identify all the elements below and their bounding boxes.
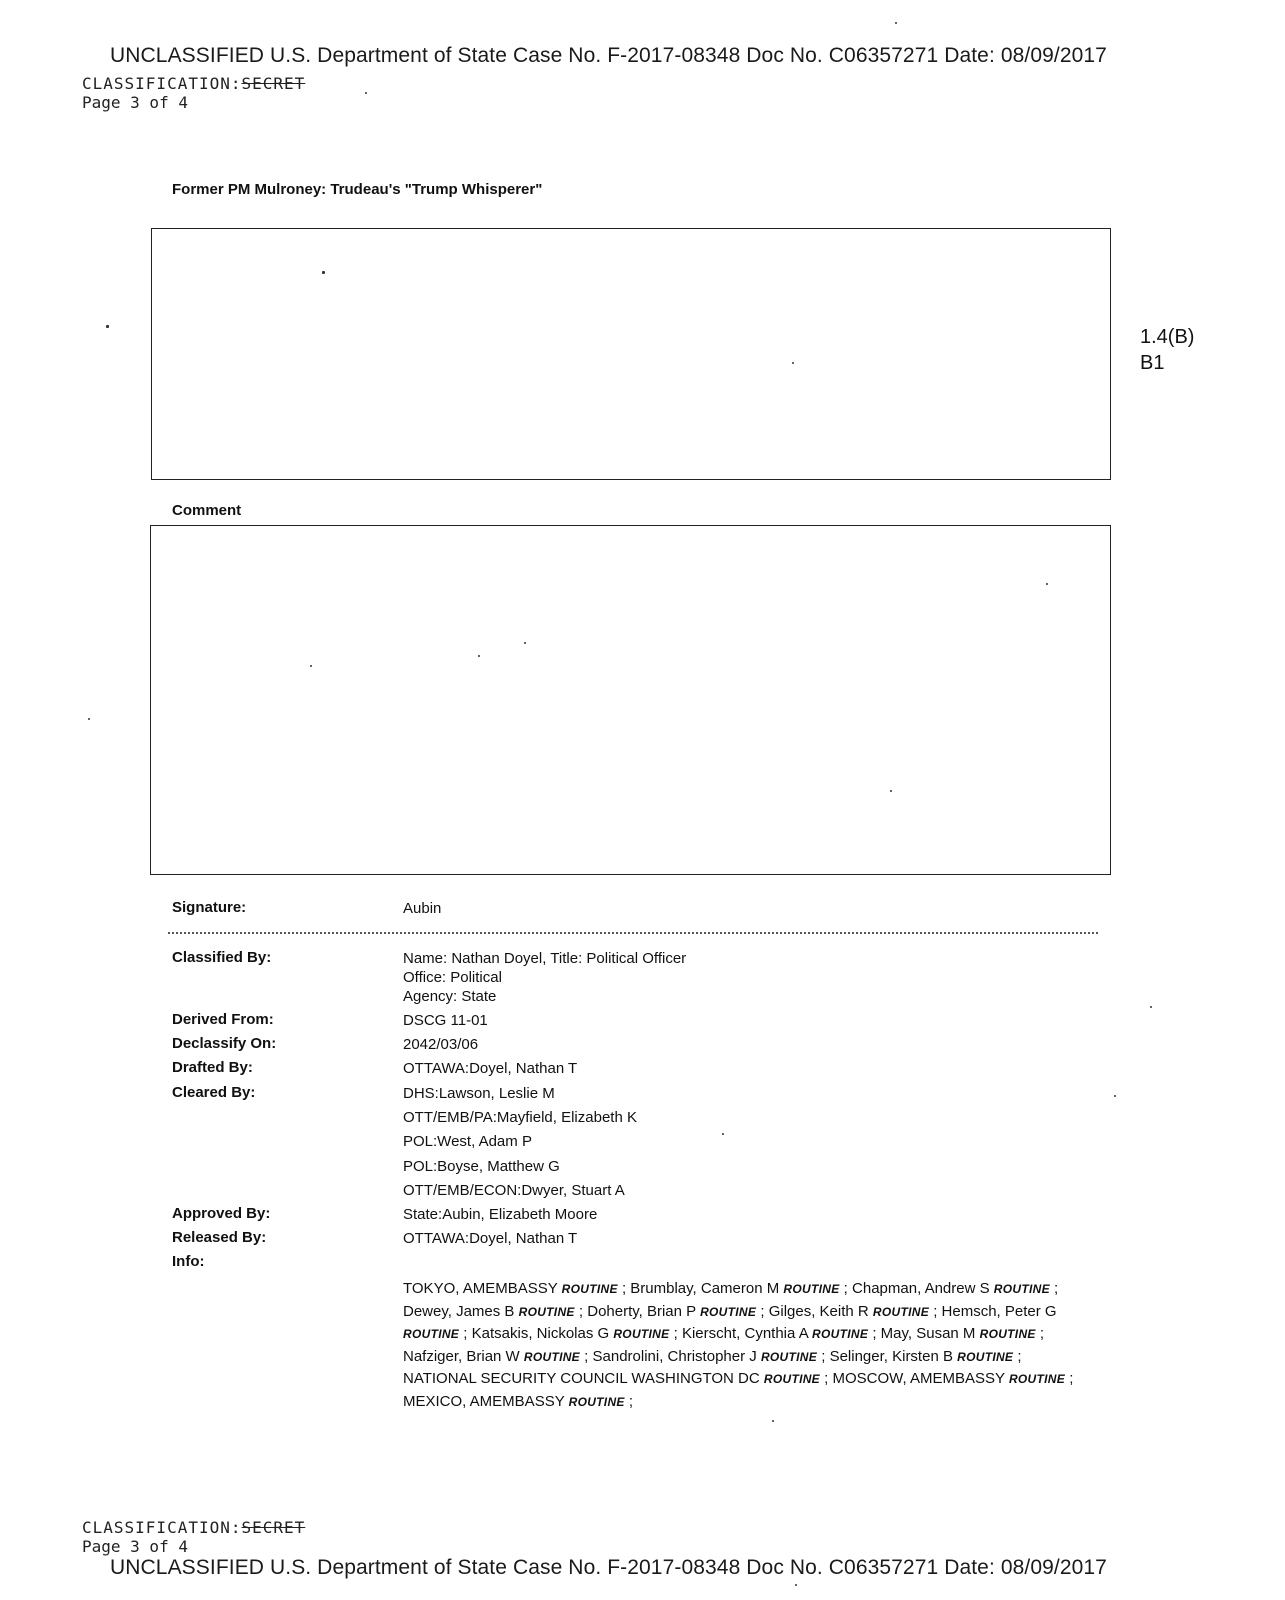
comment-label: Comment — [172, 502, 242, 519]
derived-from-label: Derived From: — [172, 1011, 274, 1028]
scan-speck — [722, 1133, 724, 1135]
routine-tag: ROUTINE — [763, 1372, 820, 1386]
cleared-by-5: OTT/EMB/ECON:Dwyer, Stuart A — [403, 1182, 625, 1199]
routine-tag: ROUTINE — [979, 1327, 1036, 1341]
scan-speck — [365, 92, 367, 94]
page-number-header: Page 3 of 4 — [82, 93, 188, 112]
classification-prefix-footer: CLASSIFICATION: — [82, 1518, 242, 1537]
info-label: Info: — [172, 1253, 205, 1270]
info-recipients: TOKYO, AMEMBASSY ROUTINE ; Brumblay, Cameron M ROUTINE ; Chapman, Andrew S ROUTINE ; Dewey, James B ROUTINE ; Doherty, Brian P ROUTINE ; Gilges, Keith R ROUTINE ; Hemsch, Peter G ROUTINE ; Katsakis, Nickolas G ROUTINE ; Kierscht, Cynthia A ROUTINE ; May, Susan M ROUTINE ; Nafziger, Brian W ROUTINE ; Sandrolini, Christopher J ROUTINE ; Selinger, Kirsten B ROUTINE ; NATIONAL SECURITY COUNCIL WASHINGTON DC ROUTINE ; MOSCOW, AMEMBASSY ROUTINE ; MEXICO, AMEMBASSY ROUTINE ; — [403, 1280, 1074, 1410]
scan-speck — [1114, 1095, 1116, 1097]
classified-by-agency: Agency: State — [403, 988, 497, 1005]
classification-struck-level-footer: SECRET — [241, 1518, 306, 1537]
scan-speck — [772, 1420, 774, 1422]
section-title: Former PM Mulroney: Trudeau's "Trump Whisperer" — [172, 181, 543, 198]
routine-tag: ROUTINE — [1008, 1372, 1066, 1386]
info-recipient: Doherty, Brian P — [587, 1302, 696, 1320]
redaction-code-block — [1140, 324, 1194, 376]
scan-speck — [322, 271, 325, 274]
scan-speck — [1046, 583, 1048, 585]
routine-tag: ROUTINE — [568, 1394, 625, 1409]
info-recipient: Katsakis, Nickolas G — [471, 1325, 610, 1342]
scan-speck — [478, 655, 480, 657]
released-by-value: OTTAWA:Doyel, Nathan T — [403, 1230, 578, 1247]
derived-from-value: DSCG 11-01 — [403, 1012, 488, 1029]
separator-line — [168, 932, 1098, 934]
info-recipient: Selinger, Kirsten B — [829, 1347, 953, 1365]
classified-by-name: Name: Nathan Doyel, Title: Political Officer — [403, 950, 687, 967]
info-recipient: Hemsch, Peter G — [941, 1302, 1057, 1320]
released-by-label: Released By: — [172, 1229, 267, 1246]
scan-speck — [1150, 1006, 1152, 1008]
routine-tag: ROUTINE — [783, 1282, 840, 1296]
routine-tag: ROUTINE — [993, 1282, 1050, 1296]
classification-header — [82, 74, 305, 93]
scan-speck — [88, 718, 90, 720]
classified-by-office: Office: Political — [403, 969, 502, 986]
redacted-box-comment — [150, 525, 1111, 875]
scan-speck — [106, 325, 109, 328]
drafted-by-value: OTTAWA:Doyel, Nathan T — [403, 1060, 578, 1077]
page-number-footer: Page 3 of 4 — [82, 1537, 188, 1556]
scan-speck — [890, 790, 892, 792]
classification-struck-level: SECRET — [241, 74, 306, 93]
info-recipient: Kierscht, Cynthia A — [681, 1325, 808, 1342]
routine-tag: ROUTINE — [812, 1327, 869, 1341]
approved-by-label: Approved By: — [172, 1205, 271, 1222]
routine-tag: ROUTINE — [700, 1304, 757, 1319]
classified-by-label: Classified By: — [172, 949, 272, 966]
signature-label: Signature: — [172, 899, 247, 916]
declassify-on-value: 2042/03/06 — [403, 1036, 479, 1053]
routine-tag: ROUTINE — [872, 1304, 930, 1319]
approved-by-value: State:Aubin, Elizabeth Moore — [403, 1206, 598, 1223]
info-recipient: NATIONAL SECURITY COUNCIL WASHINGTON DC — [403, 1370, 760, 1387]
routine-tag: ROUTINE — [613, 1327, 670, 1341]
drafted-by-label: Drafted By: — [172, 1059, 253, 1076]
info-recipient: TOKYO, AMEMBASSY — [403, 1280, 558, 1297]
routine-tag: ROUTINE — [518, 1304, 575, 1319]
routine-tag: ROUTINE — [523, 1349, 580, 1364]
cleared-by-4: POL:Boyse, Matthew G — [403, 1158, 560, 1175]
info-recipient: Dewey, James B — [403, 1302, 515, 1320]
info-recipient: Chapman, Andrew S — [852, 1280, 990, 1297]
routine-tag: ROUTINE — [957, 1349, 1014, 1364]
info-recipient: MOSCOW, AMEMBASSY — [832, 1370, 1005, 1387]
scan-speck — [524, 642, 526, 644]
classification-prefix: CLASSIFICATION: — [82, 74, 242, 93]
info-recipient: May, Susan M — [880, 1325, 976, 1342]
info-recipient: Nafziger, Brian W — [403, 1347, 520, 1365]
cleared-by-1: DHS:Lawson, Leslie M — [403, 1085, 555, 1102]
routine-tag: ROUTINE — [760, 1349, 818, 1364]
cleared-by-2: OTT/EMB/PA:Mayfield, Elizabeth K — [403, 1109, 637, 1126]
routine-tag: ROUTINE — [403, 1327, 460, 1341]
redacted-box-main — [151, 228, 1111, 480]
cleared-by-label: Cleared By: — [172, 1084, 256, 1101]
classification-footer — [82, 1518, 305, 1537]
routine-tag: ROUTINE — [561, 1282, 618, 1296]
cleared-by-3: POL:West, Adam P — [403, 1133, 532, 1150]
scan-speck — [792, 362, 794, 364]
info-recipient: MEXICO, AMEMBASSY — [403, 1392, 565, 1410]
redaction-code-primary: 1.4(B) — [1140, 326, 1195, 348]
unclassified-header: UNCLASSIFIED U.S. Department of State Case No. F-2017-08348 Doc No. C06357271 Date: 08/09/2017 — [110, 44, 1107, 67]
unclassified-footer: UNCLASSIFIED U.S. Department of State Case No. F-2017-08348 Doc No. C06357271 Date: 08/09/2017 — [110, 1556, 1107, 1579]
classified-by-value — [403, 949, 686, 1006]
scan-speck — [895, 22, 897, 24]
scan-speck — [795, 1584, 797, 1586]
info-recipient: Gilges, Keith R — [768, 1302, 869, 1320]
redaction-code-secondary: B1 — [1140, 352, 1165, 374]
info-recipient: Brumblay, Cameron M — [630, 1280, 780, 1297]
scan-speck — [310, 665, 312, 667]
info-recipient: Sandrolini, Christopher J — [592, 1347, 757, 1365]
signature-value: Aubin — [403, 900, 442, 917]
declassify-on-label: Declassify On: — [172, 1035, 277, 1052]
